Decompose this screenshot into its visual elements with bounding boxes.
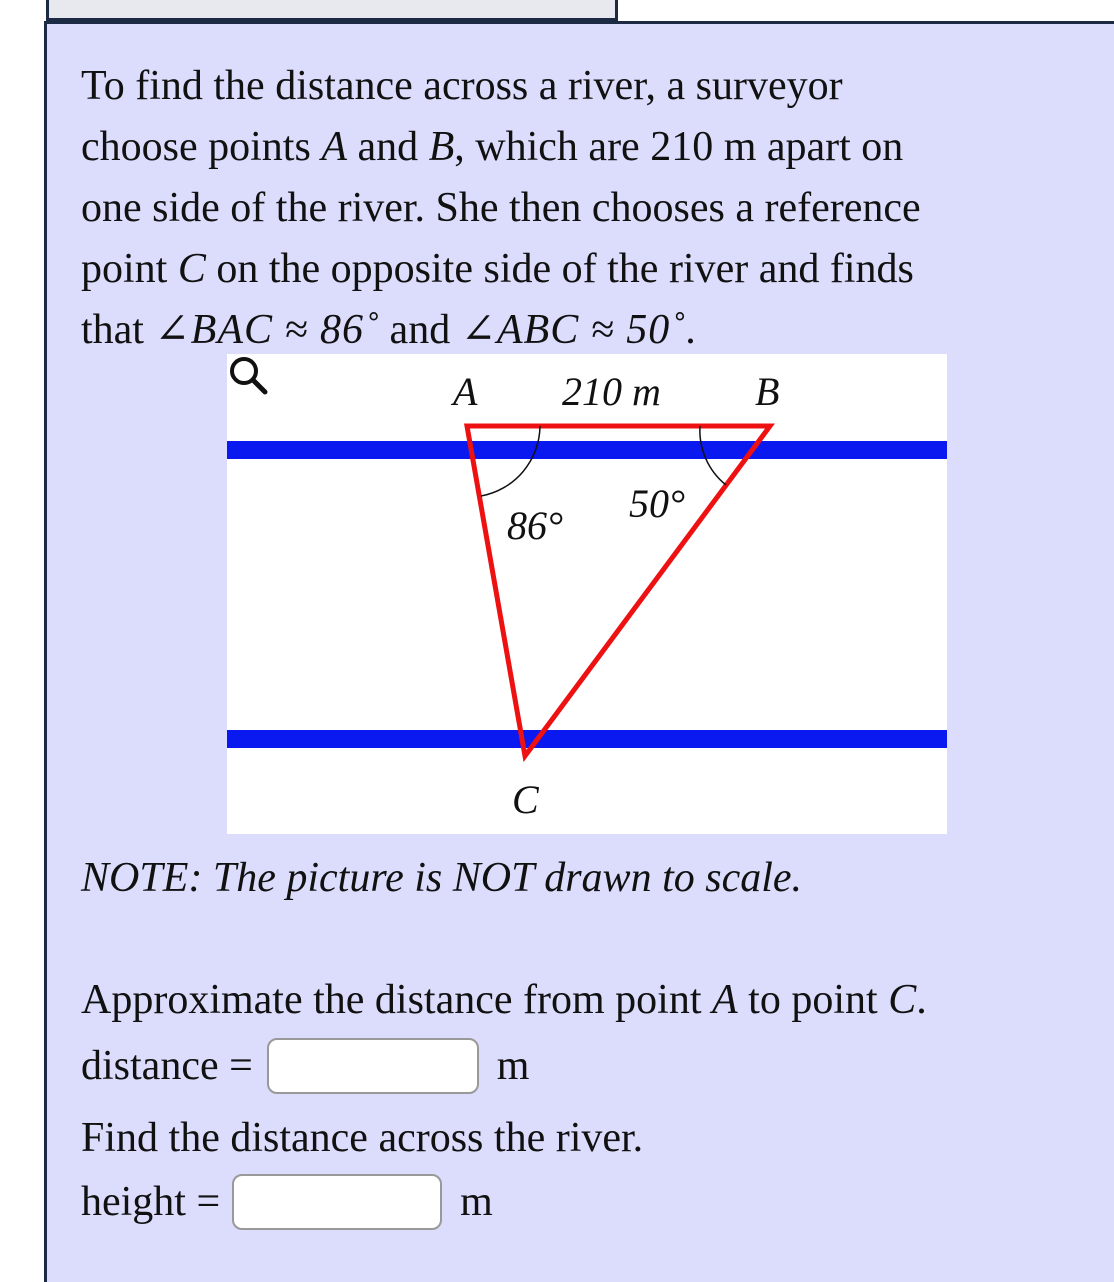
question-text: . (916, 977, 927, 1023)
label-a: A (453, 369, 478, 414)
river-triangle-figure (227, 354, 947, 834)
figure-canvas (227, 354, 947, 834)
point-c-symbol: C (177, 246, 206, 292)
problem-text: and (346, 124, 429, 170)
label-ab-length: 210 m (562, 369, 661, 414)
label-c: C (512, 777, 539, 822)
question-text: to point (737, 977, 889, 1023)
problem-line-3 (81, 178, 1081, 239)
problem-line-5 (81, 300, 1081, 361)
angle-abc-expression: ∠ABC ≈ 50˚ (460, 307, 686, 353)
question-2-prompt: Find the distance across the river. (81, 1115, 644, 1161)
height-label: height = (81, 1179, 221, 1225)
distance-unit: m (496, 1043, 530, 1089)
distance-answer-row (81, 1038, 529, 1094)
problem-text: . (685, 307, 696, 353)
problem-text: on the opposite side of the river and finds (205, 246, 914, 292)
problem-text: , which are 210 m apart on (454, 124, 904, 170)
height-input[interactable] (232, 1174, 442, 1230)
label-angle-a: 86° (507, 503, 563, 548)
angle-bac-expression: ∠BAC ≈ 86˚ (154, 307, 380, 353)
question-text: Approximate the distance from point (81, 977, 713, 1023)
height-answer-row (81, 1174, 493, 1230)
height-unit: m (460, 1179, 493, 1225)
problem-text: To find the distance across a river, a surveyor (81, 63, 843, 109)
question-panel (44, 21, 1114, 1282)
problem-text: choose points (81, 124, 322, 170)
question-1-prompt (81, 976, 927, 1024)
point-a-symbol: A (321, 124, 347, 170)
problem-line-4 (81, 239, 1081, 300)
label-angle-b: 50° (629, 481, 685, 526)
far-riverbank (227, 730, 947, 748)
label-b: B (755, 369, 780, 414)
distance-input[interactable] (267, 1038, 479, 1094)
scale-note: NOTE: The picture is NOT drawn to scale. (81, 855, 803, 901)
point-c-symbol: C (888, 977, 917, 1023)
near-riverbank (227, 441, 947, 459)
magnifier-icon[interactable] (227, 354, 271, 398)
triangle-abc (467, 426, 770, 756)
point-a-symbol: A (712, 977, 738, 1023)
problem-line-1 (81, 56, 1081, 117)
problem-text: that (81, 307, 155, 353)
angle-a-arc (481, 426, 540, 496)
problem-text: point (81, 246, 178, 292)
problem-text: one side of the river. She then chooses a reference (81, 185, 921, 231)
problem-line-2 (81, 117, 1081, 178)
problem-statement (81, 56, 1081, 361)
problem-text: and (379, 307, 461, 353)
point-b-symbol: B (428, 124, 455, 170)
previous-panel-strip (46, 0, 618, 21)
distance-label: distance = (81, 1043, 253, 1089)
